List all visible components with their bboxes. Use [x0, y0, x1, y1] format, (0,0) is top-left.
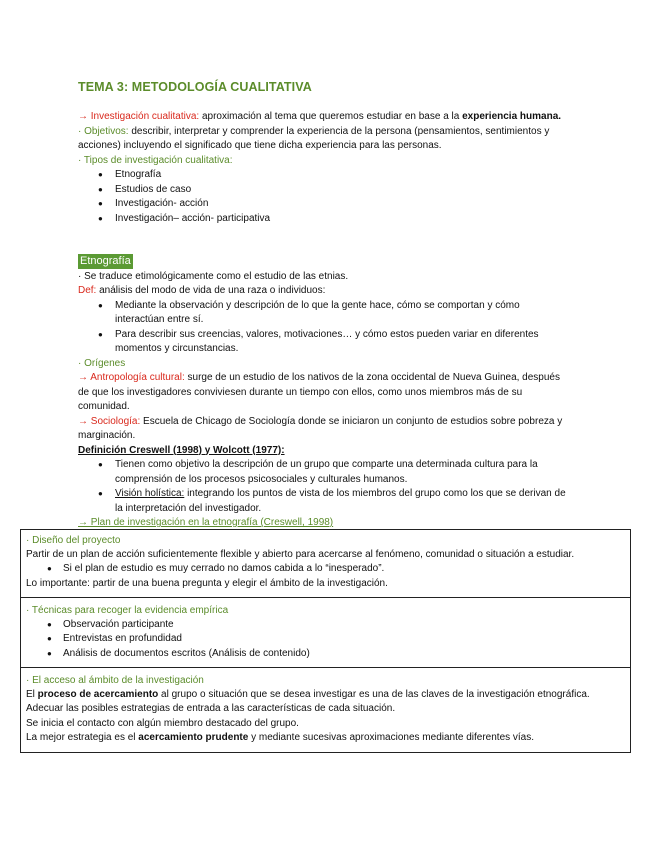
box3-l4-c: y mediante sucesivas aproximaciones mediante diferentes vías. — [248, 731, 535, 743]
plan-heading: → Plan de investigación en la etnografía (Creswell, 1998) — [78, 517, 334, 528]
holistic-label: Visión holística: — [115, 488, 185, 499]
qualitative-bold: experiencia humana. — [462, 111, 562, 122]
box3-line1 — [26, 688, 626, 702]
def-label: Def: — [78, 285, 97, 296]
box3-line3: Se inicia el contacto con algún miembro destacado del grupo. — [26, 717, 299, 729]
qualitative-label: → Investigación cualitativa: — [78, 111, 200, 122]
box-project-design — [20, 529, 631, 598]
etnografia-heading: Etnografía — [80, 255, 131, 267]
list-item: ● Mediante la observación y descripción de lo que la gente hace, cómo se comportan y cómo interactúan entre sí. — [78, 299, 568, 328]
sociologia-label: → Sociología: — [78, 415, 141, 427]
list-item: ● Si el plan de estudio es muy cerrado no damos cabida a lo “inesperado”. — [26, 562, 626, 576]
holistic-text: integrando los puntos de vista de los miembros del grupo como los que se derivan de la interpretación del investigador. — [115, 488, 566, 514]
list-item: ● Para describir sus creencias, valores, motivaciones… y cómo estos pueden variar en diferentes momentos y circunstancias. — [78, 328, 568, 357]
box1-line1: Partir de un plan de acción suficientemente flexible y abierto para acercarse al fenómeno, comunidad o situación a estudiar. — [26, 549, 575, 561]
box3-l4-a: La mejor estrategia es el — [26, 731, 139, 743]
objectives-text: describir, interpretar y comprender la experiencia de la persona (pensamientos, sentimientos y acciones) incluyendo el significado que tiene dicha experiencia para las personas. — [78, 125, 550, 151]
box3-l1-c: al grupo o situación que se desea investigar es una de las claves de la investigación etnográfica. — [158, 689, 590, 701]
sociologia-text: Escuela de Chicago de Sociología donde se iniciaron un conjunto de estudios sobre pobreza y marginación. — [78, 415, 563, 441]
intro-section — [78, 110, 568, 226]
page-title: TEMA 3: METODOLOGÍA CUALITATIVA — [78, 80, 312, 94]
box3-l1-a: El — [26, 689, 38, 701]
creswell-list — [78, 458, 568, 516]
creswell-label: Definición Creswell (1998) y Wolcott (1977): — [78, 444, 285, 456]
types-label: · Tipos de investigación cualitativa: — [78, 154, 233, 166]
def-list — [78, 299, 568, 357]
box3-line4 — [26, 731, 626, 745]
list-item: ● Estudios de caso — [78, 183, 568, 198]
list-item: ● Observación participante — [26, 618, 626, 632]
creswell-definition-heading — [78, 444, 568, 459]
list-item: ● Análisis de documentos escritos (Análisis de contenido) — [26, 647, 626, 661]
list-item: ● Investigación- acción — [78, 197, 568, 212]
box-techniques — [20, 598, 631, 668]
list-item — [78, 487, 568, 516]
box1-line2: Lo importante: partir de una buena pregunta y elegir el ámbito de la investigación. — [26, 577, 388, 589]
qualitative-text: aproximación al tema que queremos estudiar en base a la — [199, 111, 463, 122]
list-item: ● Tienen como objetivo la descripción de un grupo que comparte una determinada cultura para la comprensión de los procesos psicosociales y culturales humanos. — [78, 458, 568, 487]
box3-l4-bold: acercamiento prudente — [138, 731, 249, 743]
qualitative-definition — [78, 110, 568, 125]
box1-heading: · Diseño del proyecto — [26, 535, 121, 546]
box3-heading: · El acceso al ámbito de la investigación — [26, 675, 204, 686]
objectives-label: · Objetivos: — [78, 125, 129, 137]
antropologia-text: surge de un estudio de los nativos de la zona occidental de Nueva Guinea, después de que los investigadores conviviesen durante un tiempo con ellos, como unos miembros más de su comunidad. — [78, 372, 560, 412]
box3-l1-bold: proceso de acercamiento — [37, 689, 159, 701]
box-access — [20, 668, 631, 753]
types-list — [78, 168, 568, 226]
etymology-line: · Se traduce etimológicamente como el estudio de las etnias. — [78, 270, 349, 282]
list-item: ● Investigación– acción- participativa — [78, 212, 568, 227]
def-text: análisis del modo de vida de una raza o individuos: — [96, 285, 326, 296]
box3-line2: Adecuar las posibles estrategias de entrada a las características de cada situación. — [26, 703, 396, 715]
sociologia-paragraph — [78, 415, 568, 444]
objectives-paragraph — [78, 125, 568, 154]
list-item: ● Etnografía — [78, 168, 568, 183]
antropologia-paragraph — [78, 371, 568, 415]
list-item: ● Entrevistas en profundidad — [26, 632, 626, 646]
antropologia-label: → Antropología cultural: — [78, 372, 185, 383]
etnografia-section — [78, 254, 568, 531]
origenes-label: · Orígenes — [78, 357, 126, 369]
def-paragraph — [78, 284, 568, 299]
box2-heading: · Técnicas para recoger la evidencia empírica — [26, 605, 229, 616]
